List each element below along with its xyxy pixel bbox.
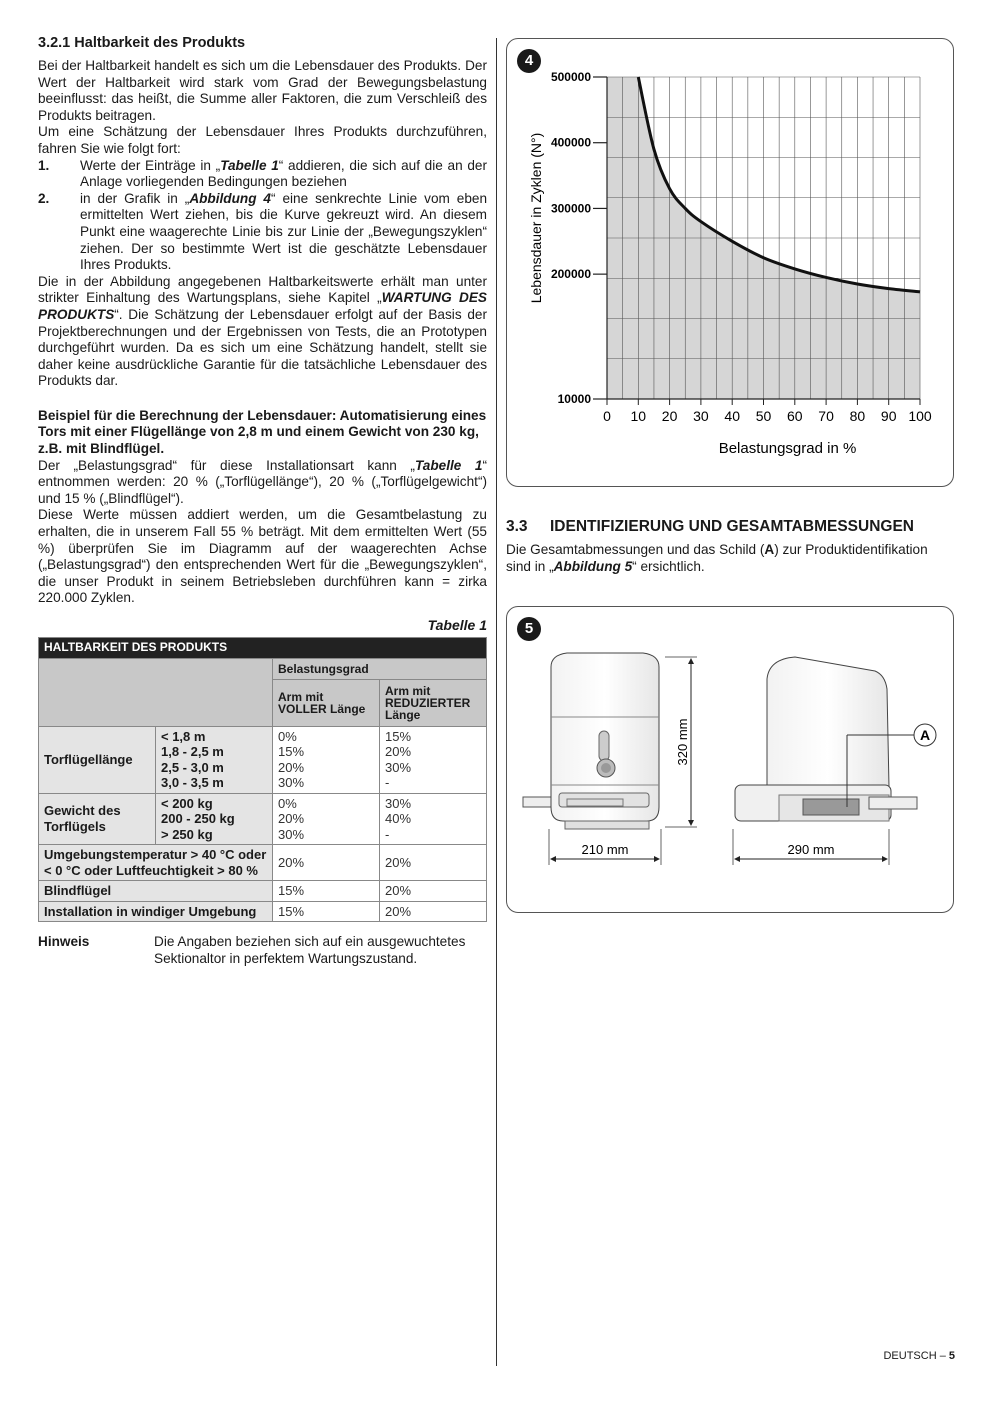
- section-title: IDENTIFIZIERUNG UND GESAMTABMESSUNGEN: [550, 518, 914, 535]
- intro-paragraph-2: Um eine Schätzung der Lebensdauer Ihres Produkts durchzuführen, fahren Sie wie folgt fort:: [38, 124, 487, 156]
- section-text: Die Gesamtabmessungen und das Schild (A) zur Produktidentifikation sind in „Abbildung 5“ ersichtlich.: [506, 542, 928, 574]
- column-divider: [496, 38, 497, 1366]
- table-reference-link[interactable]: Tabelle 1: [414, 457, 483, 473]
- section-heading: 3.2.1 Haltbarkeit des Produkts: [38, 35, 246, 51]
- side-view: [735, 657, 936, 821]
- x-tick-label: 10: [630, 408, 647, 424]
- row-label: Umgebungstemperatur > 40 °C oder < 0 °C oder Luftfeuchtigkeit > 80 %: [39, 845, 273, 881]
- table-row: Blindflügel 15% 20%: [39, 881, 487, 902]
- table-row: Installation in windiger Umgebung 15% 20%: [39, 901, 487, 922]
- x-tick-label: 30: [693, 408, 709, 424]
- y-tick-label: 10000: [557, 392, 591, 406]
- note-text: Die Angaben beziehen sich auf ein ausgewuchtetes Sektionaltor in perfektem Wartungszustand.: [154, 934, 466, 966]
- example-paragraph-1: Der „Belastungsgrad“ für diese Installationsart kann „Tabelle 1“ entnommen werden: 20 % („Torflügellänge“), 20 % („Torflügelgewicht“) und 15 % („Blindflügel“).: [38, 457, 487, 506]
- dimension-height: 320 mm: [675, 718, 690, 766]
- table-caption: Tabelle 1: [427, 617, 487, 633]
- x-tick-label: 70: [818, 408, 834, 424]
- step-item: 1. Werte der Einträge in „Tabelle 1“ addieren, die sich auf die an der Anlage vorliegenden Bedingungen beziehen: [38, 157, 487, 190]
- x-tick-label: 0: [603, 408, 611, 424]
- figure-badge: 5: [517, 617, 541, 641]
- y-axis-label: Lebensdauer in Zyklen (N°): [528, 132, 544, 304]
- row-label: Blindflügel: [39, 881, 273, 902]
- intro-paragraph: Bei der Haltbarkeit handelt es sich um die Lebensdauer des Produkts. Der Wert der Haltbarkeit wird stark vom Grad der Bewegungsbelastung beeinflusst: das heißt, die Summe aller Faktoren, die zum Verschleiß des Produkts beitragen.: [38, 58, 487, 123]
- row-label: Gewicht des Torflügels: [39, 793, 156, 845]
- y-tick-label: 500000: [550, 70, 591, 84]
- figure-4-box: [506, 38, 954, 487]
- left-column: [38, 35, 487, 967]
- x-tick-label: 60: [787, 408, 803, 424]
- section-number: 3.3: [506, 518, 528, 535]
- note: [38, 934, 487, 967]
- example-title: Beispiel für die Berechnung der Lebensdauer: Automatisierung eines Tors mit einer Flügellänge von 2,8 m und einem Gewicht von 230 kg, z.B. mit Blindflügel.: [38, 407, 487, 457]
- step-list: [38, 158, 487, 274]
- figure-badge: 4: [517, 49, 541, 73]
- front-view: [523, 653, 659, 829]
- page-number: 5: [948, 1350, 955, 1362]
- section-3-3: [506, 518, 954, 575]
- dimension-side-width: 290 mm: [787, 842, 835, 857]
- column-header-full: Arm mit VOLLER Länge: [273, 679, 380, 726]
- table-group-header: Belastungsgrad: [273, 658, 487, 679]
- example-paragraph-2: Diese Werte müssen addiert werden, um die Gesamtbelastung zu erhalten, die in unserem Fall 55 % beträgt. Mit dem ermittelten Wert (55 %) überprüfen Sie im Diagramm auf der waagerechten Achse („Belastungsgrad“) den entsprechenden Wert für die „Bewegungszyklen“, die unser Produkt in seinem Betriebsleben durchführen kann = zirka 220.000 Zyklen.: [38, 507, 487, 606]
- y-tick-label: 400000: [550, 135, 591, 150]
- durability-table: [38, 637, 487, 922]
- table-reference-link[interactable]: Tabelle 1: [220, 157, 279, 173]
- page-footer: DEUTSCH – 5: [883, 1350, 955, 1362]
- y-tick-label: 200000: [550, 267, 591, 282]
- row-label: Torflügellänge: [39, 726, 156, 793]
- dimensions-drawing: [507, 607, 953, 912]
- plate-label: A: [919, 727, 931, 743]
- x-tick-label: 80: [849, 408, 866, 424]
- x-tick-label: 50: [755, 408, 772, 424]
- column-header-reduced: Arm mit REDUZIERTER Länge: [380, 679, 487, 726]
- figure-5-box: [506, 606, 954, 913]
- table-row: Gewicht des Torflügels < 200 kg 200 - 250 kg > 250 kg 0% 20% 30% 30% 40% -: [39, 793, 487, 845]
- dimension-front-width: 210 mm: [581, 842, 629, 857]
- x-axis-label: Belastungsgrad in %: [718, 440, 857, 457]
- x-tick-label: 20: [661, 408, 678, 424]
- table-row: Torflügellänge < 1,8 m 1,8 - 2,5 m 2,5 - 3,0 m 3,0 - 3,5 m 0% 15% 20% 30% 15% 20% 30% -: [39, 726, 487, 793]
- note-key: Hinweis: [38, 934, 90, 949]
- x-tick-label: 90: [880, 408, 897, 424]
- durability-chart: [507, 39, 953, 486]
- step-item: 2. in der Grafik in „Abbildung 4“ eine senkrechte Linie vom eben ermittelten Wert ziehen, bis die Kurve gekreuzt wird. An diesem Punkt eine waagerechte Linie bis zur Linie der „Bewegungszyklen“ ziehen. Der so bestimmte Wert ist die geschätzte Lebensdauer Ihres Produkts.: [38, 190, 488, 273]
- x-tick-label: 100: [908, 408, 932, 424]
- figure-reference-link[interactable]: Abbildung 4: [189, 190, 271, 206]
- x-tick-label: 40: [724, 408, 740, 424]
- figure-reference-link[interactable]: Abbildung 5: [553, 558, 633, 574]
- y-tick-label: 300000: [550, 201, 591, 216]
- row-label: Installation in windiger Umgebung: [39, 901, 273, 922]
- chapter-reference-link[interactable]: WARTUNG DES PRODUKTS: [38, 290, 487, 322]
- maintenance-paragraph: Die in der Abbildung angegebenen Haltbarkeitswerte erhält man unter strikter Einhaltung des Wartungsplans, siehe Kapitel „WARTUNG DES PRODUKTS“. Die Schätzung der Lebensdauer erfolgt auf der Basis der Projektberechnungen und der Ergebnissen von Tests, die an Prototypen durchgeführt wurden. Da es sich um eine Schätzung handelt, stellt sie daher keine ausdrückliche Garantie für die tatsächliche Lebensdauer des Produkts dar.: [38, 273, 487, 389]
- table-corner: [39, 658, 273, 726]
- table-title: HALTBARKEIT DES PRODUKTS: [39, 638, 487, 659]
- table-row: Umgebungstemperatur > 40 °C oder < 0 °C oder Luftfeuchtigkeit > 80 % 20% 20%: [39, 845, 487, 881]
